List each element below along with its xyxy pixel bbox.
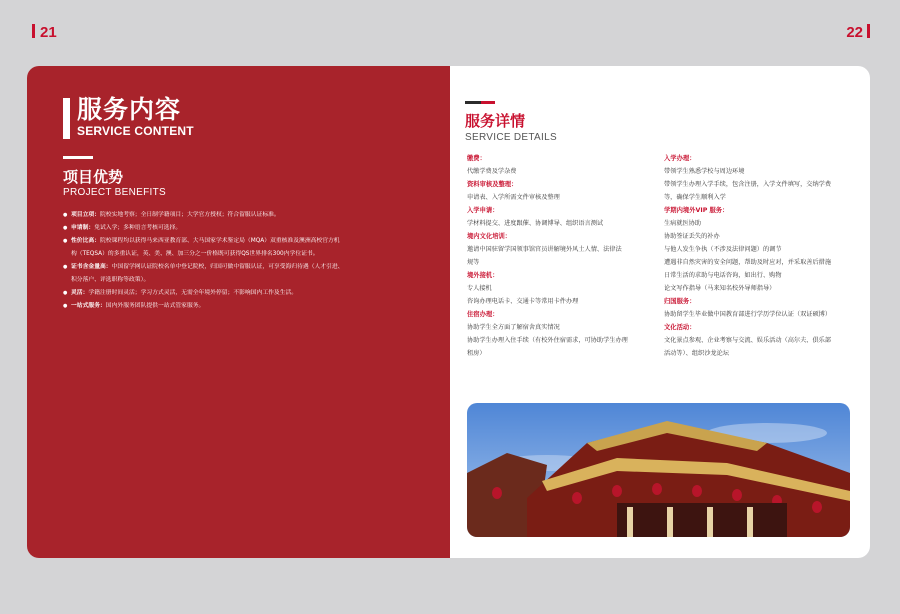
benefits-list [63,209,423,313]
benefit-item [63,287,423,300]
detail-heading: 境内文化培训： [467,233,512,240]
benefit-item [63,274,423,287]
benefits-title: 项目优势 [63,168,124,186]
detail-line: 与他人发生争执（不涉及法律问题）的调节 [664,246,782,253]
detail-line: 咨询办理电话卡、交通卡等常用卡件办理 [467,298,579,305]
detail-line: 协助学生办理入住手续（有校外住宿需求，可协助学生办理 [467,337,628,344]
detail-line: 文化景点参观、企业考察与交流、娱乐活动（高尔夫、俱乐部 [664,337,832,344]
detail-heading: 缴费： [467,155,486,162]
benefit-item [63,300,423,313]
benefits-divider [63,156,93,159]
benefit-item [63,235,423,248]
benefit-item-head: 一站式服务： [71,303,106,309]
details-column-right [664,152,856,360]
details-title: 服务详情 [465,112,526,130]
service-details-panel [450,66,870,558]
page-number-right: 22 [846,24,870,41]
benefit-item-text: 构（TEQSA）的多重认证，英、美、澳、加三分之一价格既可获得QS世界排名300内学位证书。 [71,251,319,257]
detail-line: 生病就医协助 [664,220,702,227]
detail-heading: 入学申请： [467,207,499,214]
title-accent-bar [63,98,70,139]
benefit-item-text: 积分落户、评选职称等政策）。 [71,277,150,283]
service-content-heading [63,96,194,139]
section-title: 服务内容 [77,95,182,124]
detail-line: 等，确保学生顺利入学 [664,194,726,201]
detail-line: 协助学生全方面了解宿舍真实情况 [467,324,560,331]
benefit-item-head: 灵活： [71,290,89,296]
detail-line: 邀请中国驻留学国领事馆官员讲解境外风土人情、法律法 [467,246,622,253]
detail-line: 学材料提交、进度跟催、协调博导、组织语言测试 [467,220,604,227]
benefit-item-text: 院校课程均以获得马来西亚教育部、大马国家学术鉴定局（MQA）双重核准及澳洲高校官方机 [100,238,340,244]
detail-heading: 归国服务： [664,298,696,305]
benefit-item-text: 学籍注册时间灵活；学习方式灵活，无需全年境外停留；不影响国内工作及生活。 [88,290,298,296]
detail-line: 协助签证丢失的补办 [664,233,720,240]
detail-line: 遭遇非自然灾害的安全问题，帮助及时应对，并采取善后措施 [664,259,832,266]
detail-line: 专人接机 [467,285,492,292]
detail-line: 代缴学费及学杂费 [467,168,517,175]
detail-line: 日常生活的求助与电话咨询，如出行、购物 [664,272,782,279]
detail-heading: 入学办理： [664,155,696,162]
detail-heading: 境外接机： [467,272,499,279]
detail-line: 协助留学生毕业做中国教育部进行学历学位认证（双证硕博） [664,311,832,318]
details-column-left [467,152,657,360]
detail-line: 租房） [467,350,486,357]
benefit-item-text: 免试入学；多种语言考核可选择。 [94,225,182,231]
benefit-item [63,248,423,261]
detail-line: 申请表、入学所需文件审核及整理 [467,194,560,201]
details-title-en: SERVICE DETAILS [465,132,557,143]
detail-heading: 文化活动： [664,324,696,331]
details-accent-bar [465,101,495,104]
benefit-item-text: 院校实地考察；全日制学籍项目；大学官方授权；符合留服认证标准。 [100,212,280,218]
service-content-panel [27,66,450,558]
detail-heading: 住宿办理： [467,311,499,318]
brochure-spread [27,66,870,558]
benefit-item [63,261,423,274]
section-title-en: SERVICE CONTENT [77,124,194,138]
benefit-item-head: 证书含金量高： [71,264,112,270]
detail-line: 论文写作指导（马来知名校外导师指导） [664,285,776,292]
detail-line: 规等 [467,259,480,266]
temple-photo [467,403,850,537]
detail-heading: 学期内境外VIP 服务： [664,207,729,214]
detail-line: 带领学生熟悉学校与周边环境 [664,168,745,175]
benefit-item [63,209,423,222]
page-number-left: 21 [32,24,57,41]
detail-heading: 资料审核及整理： [467,181,518,188]
benefit-item-head: 项目立项： [71,212,100,218]
detail-line: 带领学生办理入学手续，包含注册，入学文件填写，交纳学费 [664,181,832,188]
benefit-item [63,222,423,235]
benefit-item-head: 性价比高： [71,238,100,244]
benefit-item-text: 中国留学网认证院校名单中登记院校，归国可做中留服认证，可享受海归待遇（人才引进、 [111,264,344,270]
benefit-item-head: 申请制： [71,225,95,231]
benefits-title-en: PROJECT BENEFITS [63,187,166,198]
benefit-item-text: 国内外服务团队提供一站式管家服务。 [105,303,205,309]
detail-line: 活动等）、组织沙龙论坛 [664,350,729,357]
